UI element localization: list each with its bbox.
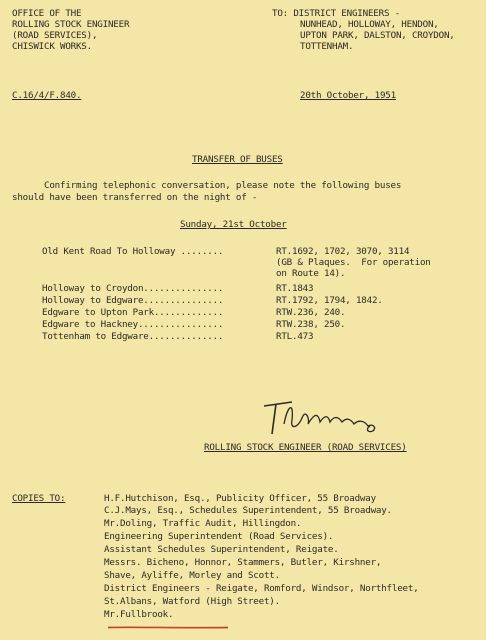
transfer-route: Edgware to Upton Park............. bbox=[42, 307, 224, 318]
transfer-buses: RT.1792, 1794, 1842. bbox=[276, 295, 383, 306]
intro-line-1: Confirming telephonic conversation, please note the following buses bbox=[44, 180, 402, 191]
memo-subject: TRANSFER OF BUSES bbox=[192, 154, 283, 165]
transfer-date: Sunday, 21st October bbox=[180, 219, 287, 230]
to-line-2: NUNHEAD, HOLLOWAY, HENDON, bbox=[300, 19, 439, 30]
from-line-3: (ROAD SERVICES), bbox=[12, 30, 98, 41]
transfer-route: Holloway to Edgware............... bbox=[42, 295, 224, 306]
to-line-4: TOTTENHAM. bbox=[300, 41, 354, 52]
to-line-3: UPTON PARK, DALSTON, CROYDON, bbox=[300, 30, 455, 41]
signatory-title: ROLLING STOCK ENGINEER (ROAD SERVICES) bbox=[204, 442, 407, 453]
copy-recipient: C.J.Mays, Esq., Schedules Superintendent, 55 Broadway. bbox=[104, 505, 392, 516]
from-line-4: CHISWICK WORKS. bbox=[12, 41, 92, 52]
transfer-buses: on Route 14). bbox=[276, 268, 346, 279]
copy-recipient: St.Albans, Watford (High Street). bbox=[104, 596, 280, 607]
copy-recipient: District Engineers - Reigate, Romford, Windsor, Northfleet, bbox=[104, 583, 419, 594]
copies-label: COPIES TO: bbox=[12, 493, 66, 504]
transfer-buses: (GB & Plaques. For operation bbox=[276, 257, 431, 268]
transfer-buses: RTW.236, 240. bbox=[276, 307, 346, 318]
copy-recipient: Mr.Doling, Traffic Audit, Hillingdon. bbox=[104, 518, 302, 529]
memo-date: 20th October, 1951 bbox=[300, 90, 396, 101]
transfer-buses: RTL.473 bbox=[276, 331, 314, 342]
from-line-2: ROLLING STOCK ENGINEER bbox=[12, 19, 130, 30]
intro-line-2: should have been transferred on the night of - bbox=[12, 192, 258, 203]
copy-recipient: Messrs. Bicheno, Honnor, Stammers, Butler, Kirshner, bbox=[104, 557, 382, 568]
copy-recipient: Shave, Ayliffe, Morley and Scott. bbox=[104, 570, 280, 581]
transfer-buses: RTW.238, 250. bbox=[276, 319, 346, 330]
copy-recipient: Assistant Schedules Superintendent, Reigate. bbox=[104, 544, 339, 555]
copy-recipient: Mr.Fullbrook. bbox=[104, 609, 174, 620]
to-line-1: TO: DISTRICT ENGINEERS - bbox=[272, 8, 400, 19]
red-pencil-mark bbox=[88, 626, 248, 629]
transfer-route: Holloway to Croydon............... bbox=[42, 283, 224, 294]
handwritten-signature bbox=[258, 394, 408, 438]
transfer-route: Tottenham to Edgware.............. bbox=[42, 331, 224, 342]
transfer-route: Old Kent Road To Holloway ........ bbox=[42, 246, 224, 257]
copy-recipient: H.F.Hutchison, Esq., Publicity Officer, 55 Broadway bbox=[104, 493, 376, 504]
copy-recipient: Engineering Superintendent (Road Services). bbox=[104, 531, 334, 542]
transfer-route: Edgware to Hackney................ bbox=[42, 319, 224, 330]
from-line-1: OFFICE OF THE bbox=[12, 8, 82, 19]
transfer-buses: RT.1843 bbox=[276, 283, 314, 294]
transfer-buses: RT.1692, 1702, 3070, 3114 bbox=[276, 246, 410, 257]
reference-number: C.16/4/F.840. bbox=[12, 90, 82, 101]
